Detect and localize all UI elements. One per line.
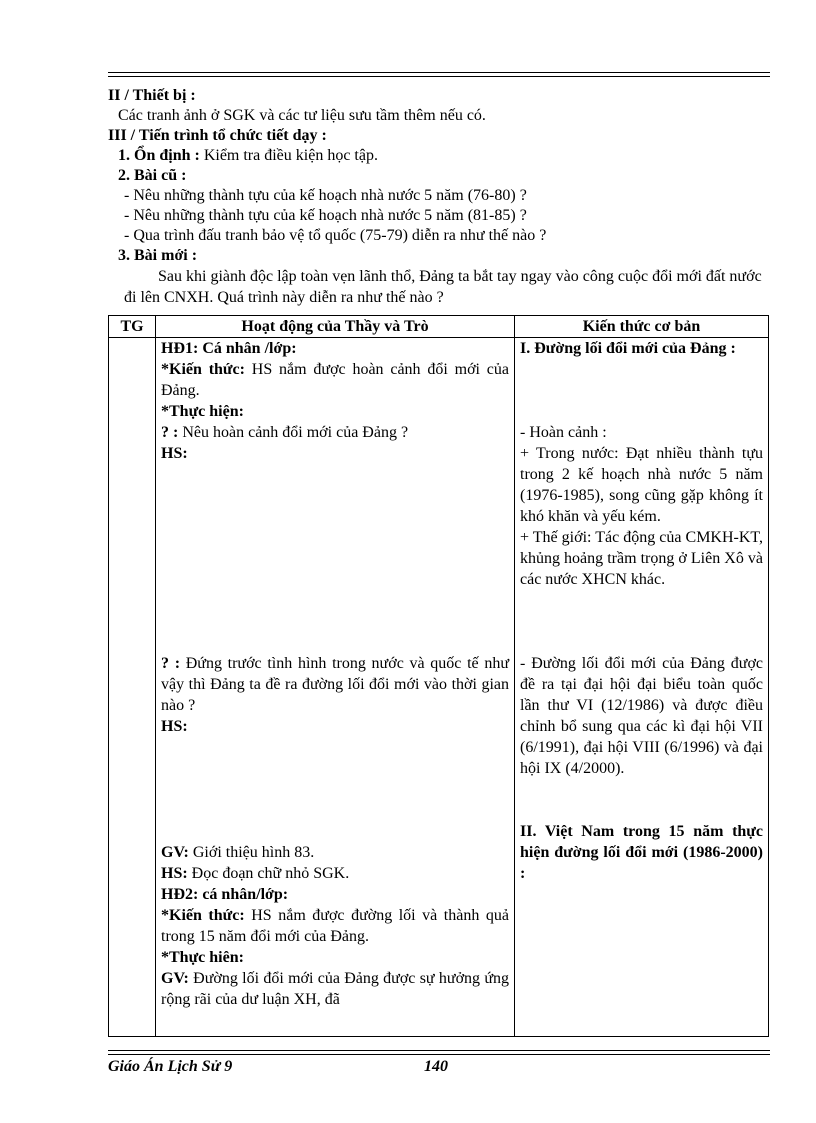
kt-label: *Kiến thức: — [161, 361, 245, 378]
hd1-title: HĐ1: Cá nhân /lớp: — [161, 340, 297, 357]
page-number: 140 — [424, 1058, 448, 1075]
lesson-intro: Sau khi giành độc lập toàn vẹn lãnh thổ, Đảng ta bắt tay ngay vào công cuộc đổi mới đất nước đi lên CNXH. Quá trình này diễn ra như thế nào ? — [124, 268, 762, 306]
step2-label: 2. Bài cũ : — [118, 167, 187, 184]
table-header-row — [109, 316, 769, 338]
hd2-title: HĐ2: cá nhân/lớp: — [161, 886, 289, 903]
footer-title: Giáo Án Lịch Sử 9 — [108, 1058, 233, 1075]
pre-table-section — [108, 86, 768, 308]
bottom-rule — [108, 1050, 770, 1051]
q2-text: Đứng trước tình hình trong nước và quốc tế như vậy thì Đảng ta đề ra đường lối đổi mới vào thời gian nào ? — [161, 655, 510, 714]
hd1-knowledge — [161, 359, 509, 401]
blank-space-1 — [161, 464, 509, 653]
gv-policy — [161, 968, 509, 1010]
step1-text: Kiểm tra điều kiện học tập. — [199, 147, 378, 164]
blank-space-2 — [161, 737, 509, 842]
th2-label: *Thực hiên: — [161, 949, 244, 966]
hd2-kt-text: HS nắm được đường lối và thành quả trong 15 năm đổi mới của Đảng. — [161, 907, 509, 945]
question-2 — [161, 653, 509, 716]
hs-label-3: HS: — [161, 865, 188, 882]
hd1-kt-text: HS nắm được hoàn cảnh đổi mới của Đảng. — [161, 361, 509, 399]
knowledge-heading-1: I. Đường lối đổi mới của Đảng : — [520, 340, 736, 357]
domestic-context: + Trong nước: Đạt nhiều thành tựu trong 2 kế hoạch nhà nước 5 năm (1976-1985), song cũng gặp không ít khó khăn và yếu kém. — [520, 445, 763, 525]
old-question-3: - Qua trình đấu tranh bảo vệ tổ quốc (75-79) diễn ra như thế nào ? — [124, 227, 547, 244]
q-label: ? : — [161, 424, 179, 441]
top-rule-2 — [108, 76, 770, 77]
top-rule — [108, 72, 770, 73]
knowledge-cell — [515, 338, 769, 1037]
hs-label-1: HS: — [161, 445, 188, 462]
hs2-text: Đọc đoạn chữ nhỏ SGK. — [187, 865, 350, 882]
gv1-text: Giới thiệu hình 83. — [188, 844, 315, 861]
header-tg: TG — [109, 316, 156, 338]
hs-label-2: HS: — [161, 718, 188, 735]
kt-label-2: *Kiến thức: — [161, 907, 245, 924]
header-knowledge: Kiến thức cơ bản — [515, 316, 769, 338]
section2-heading: II / Thiết bị : — [108, 87, 196, 104]
old-question-1: - Nêu những thành tựu của kế hoạch nhà nước 5 năm (76-80) ? — [124, 187, 527, 204]
blank-space-k1 — [520, 359, 763, 422]
gv-intro — [161, 842, 509, 863]
hs-read — [161, 863, 509, 884]
th-label: *Thực hiện: — [161, 403, 244, 420]
question-1 — [161, 422, 509, 443]
world-context: + Thế giới: Tác động của CMKH-KT, khủng hoảng trầm trọng ở Liên Xô và các nước XHCN khác. — [520, 529, 763, 588]
policy-text: - Đường lối đổi mới của Đảng được đề ra tại đại hội đại biểu toàn quốc lần thư VI (12/1986) và được điều chỉnh bổ sung qua các kì đại hội VII (6/1991), đại hội VIII (6/1996) và đại hội IX (4/2000). — [520, 655, 763, 777]
context-label: - Hoàn cảnh : — [520, 424, 607, 441]
bottom-rule-2 — [108, 1054, 770, 1055]
step1-label: 1. Ổn định : — [118, 147, 200, 164]
activity-cell — [156, 338, 515, 1037]
lesson-table — [108, 315, 769, 1037]
q1-text: Nêu hoàn cảnh đổi mới của Đảng ? — [178, 424, 409, 441]
step3-label: 3. Bài mới : — [118, 247, 198, 264]
blank-space-k3 — [520, 779, 763, 821]
gv2-text: Đường lối đổi mới của Đảng được sự hưởng ứng rộng rãi của dư luận XH, đã — [161, 970, 509, 1008]
blank-space-k2 — [520, 590, 763, 653]
gv-label: GV: — [161, 844, 189, 861]
gv-label-2: GV: — [161, 970, 189, 987]
table-row — [109, 338, 769, 1037]
tg-cell — [109, 338, 156, 1037]
old-question-2: - Nêu những thành tựu của kế hoạch nhà nước 5 năm (81-85) ? — [124, 207, 527, 224]
section3-heading: III / Tiến trình tổ chức tiết dạy : — [108, 127, 327, 144]
header-activity: Hoạt động của Thầy và Trò — [156, 316, 515, 338]
step1 — [108, 146, 768, 166]
equipment-line: Các tranh ảnh ở SGK và các tư liệu sưu tầm thêm nếu có. — [118, 107, 486, 124]
knowledge-heading-2: II. Việt Nam trong 15 năm thực hiện đường lối đổi mới (1986-2000) : — [520, 823, 763, 882]
hd2-knowledge — [161, 905, 509, 947]
q-label-2: ? : — [161, 655, 181, 672]
